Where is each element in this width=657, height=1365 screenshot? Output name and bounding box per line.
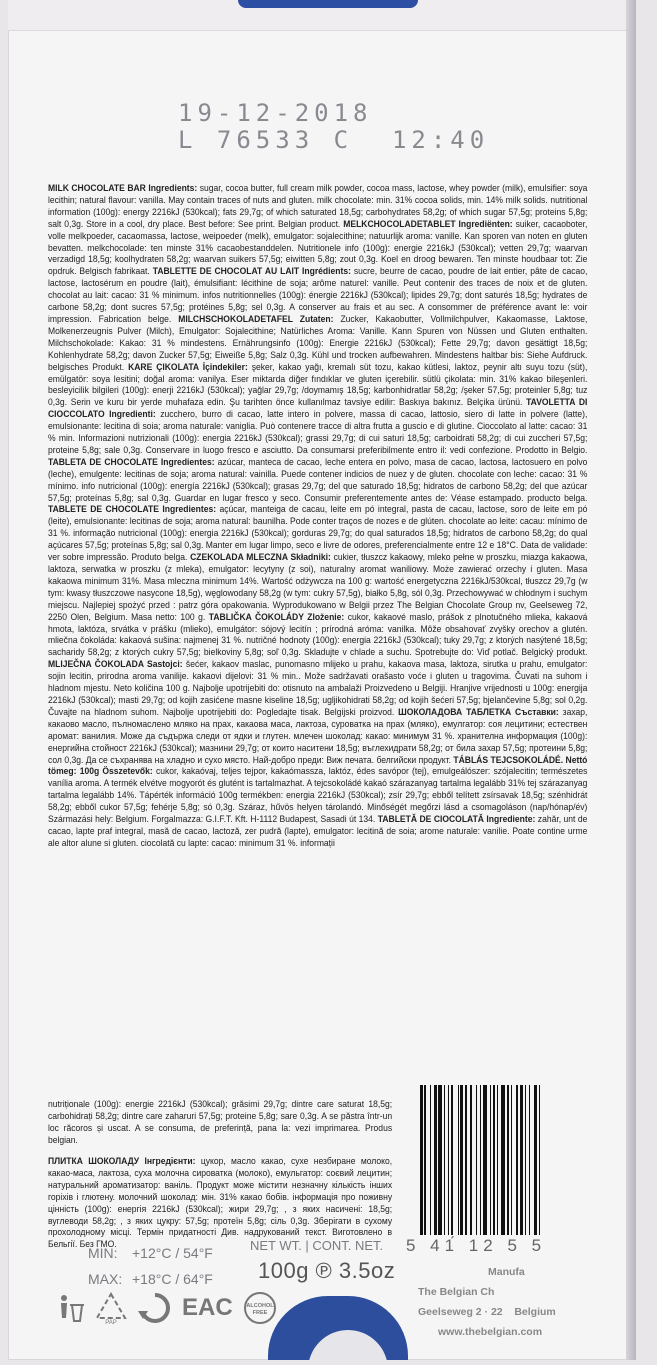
ingredient-paragraph — [48, 1156, 392, 1251]
ingredient-text: cukor, kakaóvaj, teljes tejpor, kakaómassza, laktóz, édes savópor (tej), emulgeálószer: szójalecitin; természetes vanília aroma. A termék elvétve mogyorót és glutént is tartalmazhat. A tejcsokoládé kakaó szárazanyag tartalma legalább 31% tej szárazanyag tartalma legalább 14%. Tápérték információ 100g termékben: energia 2216kJ (530kcal); zsír 29,7g; ebből telített zsírsavak 18,5g; szénhidrát 58,2g; ebből cukor 57,5g; fehérje 5,8g; só 0,3g. Száraz, hűvös helyen tárolandó. Minőségét megőrzi lásd a csomagoláson (nap/hónap/év) Származási hely: Belgium. Forgalmazza: G.I.F.T. Kft. H-1112 Budapest, Sasadi út 134. — [48, 766, 588, 825]
manufacturer-address — [418, 1262, 556, 1342]
ingredient-heading: TABLETE DE CHOCOLATE Ingredientes: — [48, 504, 217, 515]
ingredient-heading: TABLIČKA ČOKOLÁDY Zloženie: — [208, 611, 345, 622]
ingredient-paragraph — [48, 1099, 392, 1147]
ingredient-heading: CZEKOLADA MLECZNA Składniki: — [190, 552, 331, 563]
ingredient-text: şeker, kakao yağı, kremalı süt tozu, kakao kütlesi, laktoz, peynir altı suyu tozu (süt), emülgatör: soya lesitini; doğal aroma: vanilya. Eser miktarda diğer fındıklar ve gluten içerebilir. sütlü çikolata: min. 31% kakao bileşenleri. besleyicilik bilgileri (100g): enerji 2216kJ (530kcal); yağlar 29,7g; /doymamış 18,5g; karbonhidratlar 58,2g; /şeker 57,5g; proteinler 5,8g; tuz 0,3g. Serin ve kuru bir yerde muhafaza edin. Şu tarihten önce kullanılmaz tavsiye edilir: Baskıya bakınız. Belçika ürünü. — [48, 361, 588, 408]
ingredient-heading: KARE ÇIKOLATA İçindekiler: — [128, 361, 248, 372]
brand-blue-stripe — [238, 0, 418, 8]
pap-label: PAP — [105, 1320, 117, 1325]
package-back-panel — [8, 0, 636, 1360]
max-temp-value: +18°C / 64°F — [132, 1271, 213, 1287]
recycle-arrows-icon — [138, 1291, 172, 1325]
ingredient-text: šećer, kakaov maslac, punomasno mlijeko u prahu, kakaova masa, laktoza, sirutka u prahu, emulgator: sojin lecitin, prirodna aroma vanilije. kakaovi dijelovi: 31 % min.. Može sadržavati orašasto voće i gluten u tragovima. Čuvati na suhom i hladnom mjestu. Neto količina 100 g. Najbolje upotrijebiti do: otisnuto na ambalaži Proizvedeno u Belgiji. Hranjive vrijednosti u 100g: energija 2216kJ (530kcal); masti 29,7g; od kojih zasićene masne kiseline 18,5g; ugljikohidrati 58,2g; od kojih šećeri 57,5g; bjelančevine 5,8g; sol 0,2g. Čuvajte na hladnom suhom. Najbolje upotrijebiti do: Pogledajte tisak. Belgijski proizvod. — [48, 659, 588, 717]
eac-mark-icon: EAC — [182, 1294, 233, 1321]
ingredient-heading: MLIJEČNA ČOKOLADA Sastojci: — [48, 659, 183, 670]
barcode — [420, 1085, 636, 1235]
manufacturer-line-3: Geelseweg 2 · 22 — [418, 1306, 503, 1318]
ingredient-text: suiker, cacaoboter, volle melkpoeder, cacaomassa, lactose, weipoeder (melk), emulgator: sojalecithine; natuurlijk aroma: vanille. Kan sporen van noten en gluten bevatten. melkchocolade: ten minste 31% cacaobestanddelen. Nutritionele info (100g): energie 2216kJ (530kcal); vetten 29,7g; waarvan verzadigd 18,5g; koolhydraten 58,2g; waarvan suikers 57,5g; eiwitten 5,8g; zout 0,3g. Koel en droog bewaren. Ten minste houdbaar tot: Zie opdruk. Belgisch fabrikaat. — [48, 218, 588, 277]
ingredient-text: zucchero, burro di cacao, latte intero in polvere, massa di cacao, lattosio, siero di latte in polvere (latte), emulsionante: lecitina di soia; aroma naturale: vaniglia. Può contenere tracce di altra frutta a guscio e di glutine. Cioccolato al latte: cacao: 31 % min. Informazioni nutrizionali (100g): energia 2216kJ (530kcal); grassi 29,7g; di cui saturi 18,5g; carboidrati 58,2g; di cui zuccheri 57,5g; proteine 5,8g; sale 0,3g. Conservare in luogo fresco e asciutto. Da consumarsi preferibilmente entro il: vedi confezione. Prodotto in Belgio. — [48, 409, 588, 455]
ingredient-heading: TABLETĂ DE CIOCOLATĂ Ingrediente: — [377, 814, 536, 825]
ingredient-text: zahăr, unt de cacao, lapte praf integral, masă de cacao, lactoză, zer pudră (lapte), emulgator: lecitină de soia; arome naturale: vanilie. Poate contine urme ale altor alune si gluten. ciocolată cu lapte: cacao: minimum 31 %. informații — [48, 814, 588, 848]
svg-text:FREE: FREE — [252, 1310, 268, 1316]
batch-code: L 76533 C 12:40 — [178, 126, 490, 154]
storage-temperatures — [88, 1240, 213, 1292]
net-weight-value: 100g ℗ 3.5oz — [258, 1258, 396, 1283]
manufacturer-country: Belgium — [514, 1306, 556, 1318]
ingredient-text: захар, какаово масло, пълномаслено мляко на прах, какаова маса, лактоза, суроватка на прах (мляко), емулгатор: соя лецитини; естествен аромат: ванилия. Може да съдържа следи от ядки и глутен. млечен шоколад: какао: минимум 31 %. хранителна информация (100g): енергийна стойност 2216kJ (530kcal); мазнини 29,7g; от които наситени 18,5g; въглехидрати 58,2g; от била захар 57,5g; протеини 5,8g; сол 0,3g. Да се съхранява на хладно и сухо място. Най-добро преди: Виж печата. белгийски продукт. — [48, 706, 588, 765]
manufacturer-line-2: The Belgian Ch — [418, 1286, 495, 1298]
recycle-bin-icon — [58, 1293, 84, 1323]
ingredient-heading: MILK CHOCOLATE BAR Ingredients: — [48, 183, 198, 193]
ingredient-heading: MILCHSCHOKOLADETAFEL Zutaten: — [178, 313, 334, 324]
ingredient-text: nutriționale (100g): energie 2216kJ (530kcal); grăsimi 29,7g; dintre care saturat 18,5g; carbohidrați 58,2g; dintre care zaharuri 57,5g; proteine 5,8g; sare 0,3g. A se păstra într-un loc răcoros și uscat. A se consuma, de preferință, pana la: vezi imprimarea. Produs belgian. — [48, 1099, 393, 1145]
ingredient-paragraph — [48, 457, 587, 503]
barcode-bar — [540, 1085, 543, 1235]
ingredient-text: cukier, tłuszcz kakaowy, mleko pełne w proszku, miazga kakaowa, laktoza, serwatka w proszku (z mleka), emulgator: lecytyny (z soi), naturalny aromat waniliowy. Może zawierać orzechy i gluten. Masa kakaowa minimum 31%. Masa mleczna minimum 14%. Wartość odżywcza na 100 g: wartość energetyczna 2216kJ/530kcal, tłuszcz 29,7g (w tym: kwasy tłuszczowe nasycone 18,5g), węglowodany 58,2g (w tym: cukry 57,5g), białko 5,8g, sól 0,3g. Przechowywać w chłodnym i suchym miejscu. Najlepiej spożyć przed : patrz góra opakowania. Wyprodukowano w Belgii przez The Belgian Chocolate Group nv, Geelseweg 72, 2250 Olen, Belgium. Masa netto: 100 g. — [48, 552, 588, 622]
ingredient-text: azúcar, manteca de cacao, leche entera en polvo, masa de cacao, lactosa, lactosuero en polvo (leche), emulgente: lecitinas de soja; aroma natural: vainilla. Puede contener indicios de nuez y de gluten. chocolate con leche: cacao: 31 % mínimo. info nutricional (100g): energía 2216kJ (530kcal); grasas 29,7g; del que saturado 18,5g; hidratos de carbono 58,2g; del que azúcar 57,5g; proteínas 5,8g; sal 0,3g. Guardar en lugar fresco y seco. Consumir preferentemente antes de: Véase estampado. producto belga. — [48, 456, 588, 503]
certification-icons — [58, 1288, 277, 1328]
ingredient-heading: TAVOLETTA DI CIOCCOLATO Ingredienti: — [48, 397, 588, 420]
pap-recycling-icon — [94, 1291, 128, 1325]
ingredient-heading: ШОКОЛАДОВА ТАБЛЕТКА Съставки: — [398, 706, 559, 717]
best-before-date: 19-12-2018 — [178, 99, 373, 127]
ingredient-heading: MELKCHOCOLADETABLET Ingrediënten: — [343, 218, 513, 229]
ingredient-text: sucre, beurre de cacao, poudre de lait entier, pâte de cacao, lactose, lactosérum en poudre (lait), émulsifiant: lécithine de soja; arôme naturel: vanille. Peut contenir des traces de noix et de gluten. chocolat au lait: cacao: 31 % minimum. infos nutritionnelles (100g): énergie 2216kJ (530kcal); lipides 29,7g; dont saturés 18,5g; hydrates de carbone 58,2g; dont sucres 57,5g; protéines 5,8g; sel 0,3g. A conserver au frais et au sec. A consommer de préférence avant le: voir impression. Fabrication belge. — [48, 266, 588, 324]
svg-text:ALCOHOL: ALCOHOL — [246, 1303, 274, 1309]
net-weight-label: NET WT. | CONT. NET. — [250, 1238, 384, 1253]
ingredient-text: cukor, kakaové maslo, prášok z plnotučného mlieka, kakaová hmota, laktóza, srvátka v prášku (mlieko), emulgátor: sójový lecitín ; prírodná aróma: vanilka. Môže obsahovať zvyšky orechov a glutén. mliečna čokoláda: kakaová sušina: najmenej 31 %. nutričné hodnoty (100g): energia 2216kJ (530kcal); tuky 29,7g; z ktorých nasýtené 18,5g; sacharidy 58,2g; z ktorých cukry 57,5g; bielkoviny 5,8g; soľ 0,3g. Skladujte v chlade a suchu. Spotrebujte do: Viď potlač. Belgický produkt. — [48, 611, 588, 658]
max-temp-label: MAX: — [88, 1271, 123, 1287]
top-flap — [8, 0, 636, 31]
ingredient-heading: TABLETTE DE CHOCOLAT AU LAIT Ingrédients: — [152, 266, 351, 277]
ingredient-text: Zucker, Kakaobutter, Vollmilchpulver, Kakaomasse, Laktose, Molkenerzeugnis Pulver (Milch), Emulgator: Sojalecithine; Natürliches Aroma: Vanille. Kann Spuren von Nüssen und Gluten enthalten. Milchschokolade: Kakao: 31 % mindestens. Ernährungsinfo (100g): Energie 2216kJ (530kcal); Fette 29,7g; davon gesättigt 18,5g; Kohlenhydrate 58,2g; davon Zucker 57,5g; Eiweiße 5,8g; Salz 0,3g. Kühl und trocken aufbewahren. Mindestens haltbar bis: Siehe Aufdruck. belgisches Produkt. — [48, 313, 588, 372]
manufacturer-website: www.thebelgian.com — [438, 1326, 543, 1338]
ingredient-heading: ПЛИТКА ШОКОЛАДУ Інгредієнти: — [48, 1156, 196, 1166]
ingredients-text-block-continued — [48, 1090, 392, 1260]
ingredient-text: цукор, масло какао, сухе незбиране молоко, какао-маса, лактоза, суха молочна сироватка (молоко), емульгатор: соєвий лецитин; натуральний ароматизатор: ваніль. Продукт може містити незначну кількість інших горіхів і глютену. молочний шоколад: мін. 31% какао бобів. інформація про поживну цінність (100g): енергія 2216kJ (530kcal); жири 29,7g; , з яких насичені: 18,5g; вуглеводи 58,2g; , з яких цукру: 57,5g; протеїн 5,8g; сіль 0,3g. Зберігати в сухому прохолодному місці. Термін придатності Див. надрукований текст. Виготовлено в Бельгії. Без ГМО. — [48, 1156, 393, 1250]
ingredient-heading: TABLETA DE CHOCOLATE Ingredientes: — [48, 456, 215, 467]
printed-date-stamp — [178, 100, 489, 154]
ingredients-text-block — [48, 183, 587, 850]
ingredient-paragraph — [48, 362, 587, 408]
ingredient-text: açúcar, manteiga de cacau, leite em pó integral, pasta de cacau, lactose, soro de leite em pó (leite), emulsionante: lecitinas de soja; aroma natural: baunilha. Pode conter traços de nozes e de glúten. chocolate ao leite: cacau: mínimo de 31 %. informação nutricional (100g): energia 2216kJ (530kcal); gorduras 29,7g; do qual saturados 18,5g; hidratos de carbono 58,2g; do qual açúcares 57,5g; proteínas 5,8g; sal 0,3g. Manter em lugar limpo, seco e livre de odores, preferencialmente entre 12 e 18°C. Data de validade: ver sobre impressão. Produto belga. — [48, 504, 588, 563]
alcohol-free-icon — [243, 1291, 277, 1325]
ingredient-text: sugar, cocoa butter, full cream milk powder, cocoa mass, lactose, whey powder (milk), emulsifier: soya lecithin; natural flavour: vanilla. May contain traces of nuts and gluten. milk chocolate: min. 31% cocoa solids, min. 14% milk solids. nutritional information (100g): energy 2216kJ (530kcal); fats 29,7g; of which saturated 18,5g; carbohydrates 58,2g; of which sugar 57,5g; proteins 5,8g; salt 0,3g. Store in a cool, dry place. Best before: See print. Belgian product. — [48, 183, 588, 229]
manufacturer-line-1: Manufa — [488, 1266, 525, 1278]
min-temp-value: +12°C / 54°F — [132, 1245, 213, 1261]
min-temp-label: MIN: — [88, 1245, 118, 1261]
barcode-digits: 5 41́ 12 5 5 — [406, 1236, 547, 1255]
ingredient-heading: TÁBLÁS TEJCSOKOLÁDÉ. Nettó tömeg: 100g Összetevők: — [48, 754, 588, 777]
